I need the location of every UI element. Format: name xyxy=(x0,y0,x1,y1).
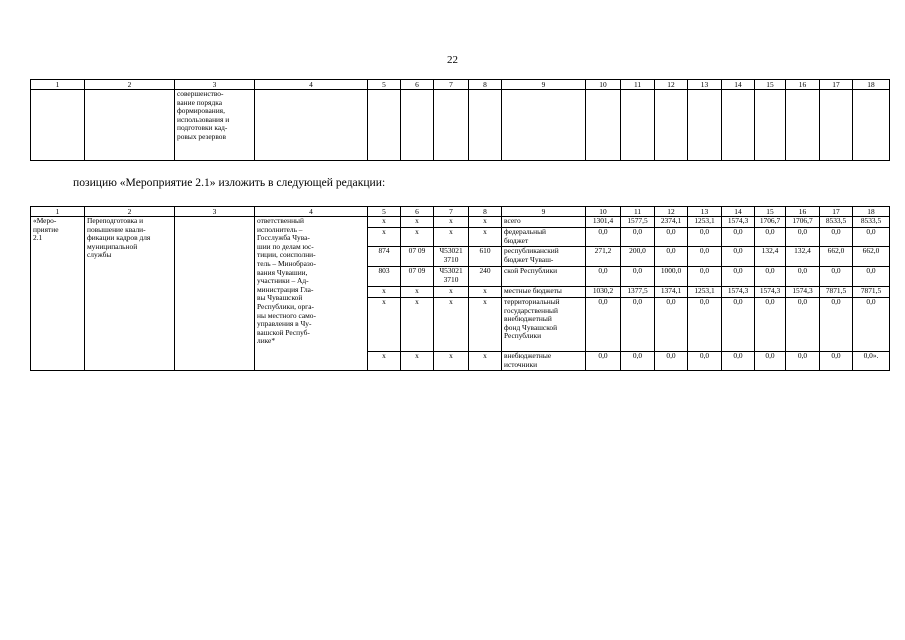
column-number: 9 xyxy=(502,207,586,217)
value-cell: 0,0 xyxy=(722,352,755,371)
code-cell: x xyxy=(368,287,401,298)
code-cell: x xyxy=(469,287,502,298)
value-cell: 0,0 xyxy=(786,298,820,352)
code-cell: x xyxy=(469,228,502,247)
column-number-row xyxy=(31,80,890,90)
code-cell: x xyxy=(368,298,401,352)
value-cell: 132,4 xyxy=(755,247,786,267)
value-cell: 1301,4 xyxy=(586,217,621,228)
value-cell: 0,0 xyxy=(655,352,688,371)
funding-source-cell: федеральный бюджет xyxy=(502,228,586,247)
value-cell: 1253,1 xyxy=(688,287,722,298)
value-cell: 0,0 xyxy=(621,352,655,371)
column-number: 11 xyxy=(621,80,655,90)
code-cell: 07 09 xyxy=(401,247,434,267)
funding-source-cell: республиканский бюджет Чуваш- xyxy=(502,247,586,267)
column-number: 16 xyxy=(786,207,820,217)
table-row xyxy=(31,90,890,161)
code-cell: x xyxy=(401,352,434,371)
value-cell: 0,0 xyxy=(688,247,722,267)
value-cell: 1574,3 xyxy=(722,217,755,228)
value-cell: 0,0 xyxy=(688,228,722,247)
measure-table xyxy=(30,206,890,371)
value-cell: 0,0 xyxy=(655,247,688,267)
empty-cell xyxy=(175,217,255,371)
column-number-row xyxy=(31,207,890,217)
code-cell: x xyxy=(368,352,401,371)
value-cell: 0,0». xyxy=(853,352,890,371)
value-cell: 1706,7 xyxy=(786,217,820,228)
column-number: 17 xyxy=(820,207,853,217)
value-cell: 0,0 xyxy=(722,228,755,247)
value-cell: 0,0 xyxy=(820,267,853,287)
column-number: 3 xyxy=(175,80,255,90)
executor-cell: ответственный исполнитель – Госслужба Чува- шии по делам юс- тиции, соисполни- тель – Минобразо- вания Чувашии, участники – Ад- министрация Гла- вы Чувашской Республики, орга- ны местного само- управления в Чу- вашской Респуб- лике* xyxy=(255,217,368,371)
column-number: 5 xyxy=(368,207,401,217)
value-cell: 200,0 xyxy=(621,247,655,267)
column-number: 5 xyxy=(368,80,401,90)
code-cell: 803 xyxy=(368,267,401,287)
code-cell: 240 xyxy=(469,267,502,287)
column-number: 12 xyxy=(655,80,688,90)
measure-description-cell: совершенство- вание порядка формирования, использования и подготовки кад- ровых резервов xyxy=(175,90,255,161)
code-cell: x xyxy=(434,217,469,228)
value-cell: 7871,5 xyxy=(853,287,890,298)
value-cell: 0,0 xyxy=(621,267,655,287)
value-cell: 1574,3 xyxy=(786,287,820,298)
value-cell: 0,0 xyxy=(755,267,786,287)
column-number: 18 xyxy=(853,80,890,90)
code-cell: x xyxy=(368,217,401,228)
code-cell: x xyxy=(434,228,469,247)
value-cell: 8533,5 xyxy=(853,217,890,228)
value-cell: 0,0 xyxy=(655,228,688,247)
value-cell: 1577,5 xyxy=(621,217,655,228)
value-cell: 1253,1 xyxy=(688,217,722,228)
value-cell: 0,0 xyxy=(820,298,853,352)
continuation-table xyxy=(30,79,890,161)
value-cell: 0,0 xyxy=(820,352,853,371)
value-cell: 0,0 xyxy=(853,228,890,247)
column-number: 15 xyxy=(755,207,786,217)
intro-text: позицию «Мероприятие 2.1» изложить в следующей редакции: xyxy=(73,176,386,189)
column-number: 1 xyxy=(31,207,85,217)
code-cell: x xyxy=(469,217,502,228)
value-cell: 0,0 xyxy=(786,267,820,287)
column-number: 7 xyxy=(434,207,469,217)
value-cell: 0,0 xyxy=(621,298,655,352)
value-cell: 0,0 xyxy=(688,352,722,371)
value-cell: 132,4 xyxy=(786,247,820,267)
column-number: 11 xyxy=(621,207,655,217)
column-number: 8 xyxy=(469,207,502,217)
column-number: 17 xyxy=(820,80,853,90)
value-cell: 0,0 xyxy=(755,352,786,371)
value-cell: 0,0 xyxy=(853,298,890,352)
value-cell: 1374,1 xyxy=(655,287,688,298)
column-number: 6 xyxy=(401,207,434,217)
value-cell: 0,0 xyxy=(820,228,853,247)
value-cell: 1574,3 xyxy=(722,287,755,298)
code-cell: x xyxy=(469,352,502,371)
code-cell: x xyxy=(401,287,434,298)
value-cell: 1574,3 xyxy=(755,287,786,298)
funding-source-cell: территориальный государственный внебюджетный фонд Чувашской Республики xyxy=(502,298,586,352)
column-number: 1 xyxy=(31,80,85,90)
code-cell: Ч53021 3710 xyxy=(434,247,469,267)
table-row xyxy=(31,217,890,228)
code-cell: x xyxy=(434,298,469,352)
value-cell: 0,0 xyxy=(722,298,755,352)
code-cell: x xyxy=(434,287,469,298)
value-cell: 0,0 xyxy=(755,298,786,352)
value-cell: 0,0 xyxy=(786,228,820,247)
funding-source-cell: всего xyxy=(502,217,586,228)
code-cell: x xyxy=(469,298,502,352)
column-number: 3 xyxy=(175,207,255,217)
code-cell: x xyxy=(401,228,434,247)
value-cell: 0,0 xyxy=(853,267,890,287)
measure-number-cell: «Меро- приятие 2.1 xyxy=(31,217,85,371)
code-cell: 874 xyxy=(368,247,401,267)
code-cell: x xyxy=(368,228,401,247)
value-cell: 0,0 xyxy=(586,298,621,352)
value-cell: 0,0 xyxy=(586,352,621,371)
value-cell: 0,0 xyxy=(688,298,722,352)
column-number: 18 xyxy=(853,207,890,217)
column-number: 14 xyxy=(722,207,755,217)
column-number: 8 xyxy=(469,80,502,90)
value-cell: 0,0 xyxy=(688,267,722,287)
value-cell: 0,0 xyxy=(722,267,755,287)
code-cell: 07 09 xyxy=(401,267,434,287)
value-cell: 0,0 xyxy=(655,298,688,352)
value-cell: 662,0 xyxy=(820,247,853,267)
value-cell: 662,0 xyxy=(853,247,890,267)
measure-name-cell: Переподготовка и повышение квали- фикации кадров для муниципальной службы xyxy=(85,217,175,371)
value-cell: 0,0 xyxy=(621,228,655,247)
value-cell: 8533,5 xyxy=(820,217,853,228)
code-cell: x xyxy=(401,217,434,228)
value-cell: 1000,0 xyxy=(655,267,688,287)
column-number: 10 xyxy=(586,80,621,90)
column-number: 2 xyxy=(85,207,175,217)
value-cell: 271,2 xyxy=(586,247,621,267)
value-cell: 7871,5 xyxy=(820,287,853,298)
code-cell: x xyxy=(401,298,434,352)
column-number: 7 xyxy=(434,80,469,90)
funding-source-cell: ской Республики xyxy=(502,267,586,287)
column-number: 16 xyxy=(786,80,820,90)
value-cell: 1030,2 xyxy=(586,287,621,298)
funding-source-cell: внебюджетные источники xyxy=(502,352,586,371)
value-cell: 0,0 xyxy=(722,247,755,267)
funding-source-cell: местные бюджеты xyxy=(502,287,586,298)
column-number: 10 xyxy=(586,207,621,217)
column-number: 9 xyxy=(502,80,586,90)
column-number: 13 xyxy=(688,80,722,90)
value-cell: 2374,1 xyxy=(655,217,688,228)
code-cell: Ч53021 3710 xyxy=(434,267,469,287)
column-number: 6 xyxy=(401,80,434,90)
value-cell: 1377,5 xyxy=(621,287,655,298)
code-cell: 610 xyxy=(469,247,502,267)
column-number: 12 xyxy=(655,207,688,217)
value-cell: 0,0 xyxy=(586,228,621,247)
column-number: 13 xyxy=(688,207,722,217)
value-cell: 1706,7 xyxy=(755,217,786,228)
column-number: 14 xyxy=(722,80,755,90)
value-cell: 0,0 xyxy=(755,228,786,247)
code-cell: x xyxy=(434,352,469,371)
value-cell: 0,0 xyxy=(786,352,820,371)
column-number: 2 xyxy=(85,80,175,90)
column-number: 4 xyxy=(255,80,368,90)
column-number: 15 xyxy=(755,80,786,90)
page-number: 22 xyxy=(447,54,458,66)
column-number: 4 xyxy=(255,207,368,217)
value-cell: 0,0 xyxy=(586,267,621,287)
